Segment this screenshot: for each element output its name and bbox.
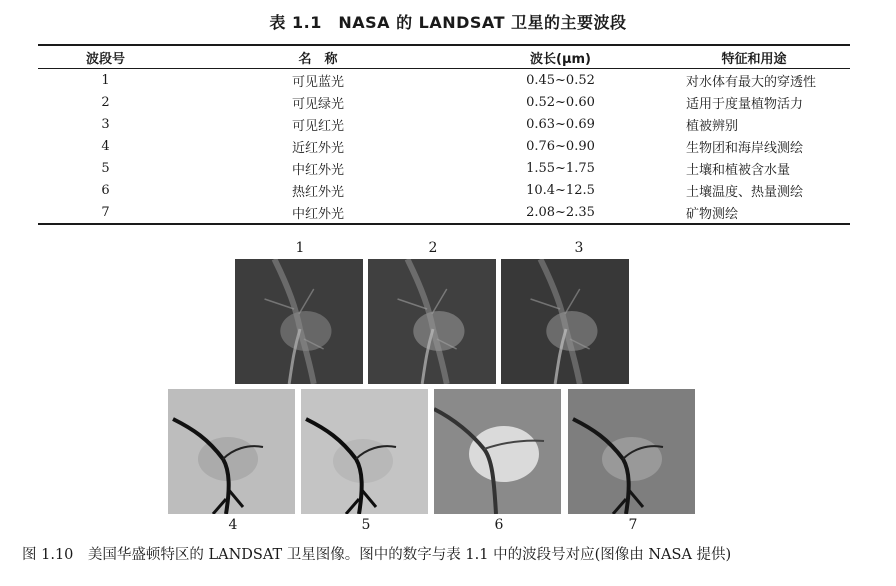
satellite-image-band-7 — [568, 389, 695, 514]
table-row — [38, 179, 850, 201]
cell-name: 可见绿光 — [291, 96, 344, 112]
cell-band: 2 — [101, 94, 110, 110]
cell-usage: 土壤温度、热量测绘 — [686, 184, 804, 200]
band-label-5: 5 — [361, 517, 371, 533]
table-title: 表 1.1 NASA 的 LANDSAT 卫星的主要波段 — [269, 13, 627, 32]
table-row — [38, 135, 850, 157]
table-row — [38, 91, 850, 113]
cell-wavelength: 0.63~0.69 — [526, 116, 595, 132]
cell-band: 7 — [38, 201, 173, 224]
table-row — [38, 69, 850, 92]
cell-wavelength: 0.45~0.52 — [526, 72, 595, 88]
cell-band: 5 — [101, 160, 110, 176]
figure-caption: 图 1.10 美国华盛顿特区的 LANDSAT 卫星图像。图中的数字与表 1.1 中的波段号对应(图像由 NASA 提供) — [22, 547, 732, 563]
table-row — [38, 113, 850, 135]
cell-usage: 土壤和植被含水量 — [686, 162, 791, 178]
satellite-image-band-4 — [168, 389, 295, 514]
cell-usage: 对水体有最大的穿透性 — [686, 74, 817, 90]
cell-name: 中红外光 — [291, 162, 344, 178]
cell-band: 1 — [101, 72, 110, 88]
header-usage: 特征和用途 — [658, 45, 850, 69]
band-label-4: 4 — [228, 517, 238, 533]
satellite-image-band-1 — [235, 259, 363, 384]
cell-band: 3 — [101, 116, 110, 132]
header-wavelength: 波长(μm) — [463, 45, 658, 69]
satellite-image-band-6 — [434, 389, 561, 514]
cell-usage: 适用于度量植物活力 — [686, 96, 804, 112]
band-label-6: 6 — [494, 517, 504, 533]
cell-wavelength: 1.55~1.75 — [526, 160, 595, 176]
satellite-image-band-5 — [301, 389, 428, 514]
cell-name: 热红外光 — [291, 184, 344, 200]
cell-band: 4 — [101, 138, 110, 154]
table-header-row — [38, 45, 850, 69]
table-row — [38, 157, 850, 179]
cell-wavelength: 10.4~12.5 — [526, 182, 595, 198]
band-label-7: 7 — [628, 517, 638, 533]
cell-name: 中红外光 — [173, 201, 463, 224]
band-label-2: 2 — [428, 240, 438, 256]
cell-wavelength: 0.52~0.60 — [526, 94, 595, 110]
cell-name: 可见红光 — [291, 118, 344, 134]
band-label-3: 3 — [574, 240, 584, 256]
cell-usage: 矿物测绘 — [658, 201, 850, 224]
table-row — [38, 201, 850, 224]
cell-band: 6 — [101, 182, 110, 198]
satellite-image-band-2 — [368, 259, 496, 384]
cell-usage: 植被辨别 — [686, 118, 739, 134]
header-name: 名 称 — [173, 45, 463, 69]
cell-usage: 生物团和海岸线测绘 — [686, 140, 804, 156]
cell-name: 近红外光 — [291, 140, 344, 156]
cell-wavelength: 2.08~2.35 — [463, 201, 658, 224]
cell-name: 可见蓝光 — [291, 74, 344, 90]
satellite-image-band-3 — [501, 259, 629, 384]
bands-table — [38, 44, 850, 225]
band-label-1: 1 — [295, 240, 305, 256]
cell-wavelength: 0.76~0.90 — [526, 138, 595, 154]
header-band-number: 波段号 — [38, 45, 173, 69]
